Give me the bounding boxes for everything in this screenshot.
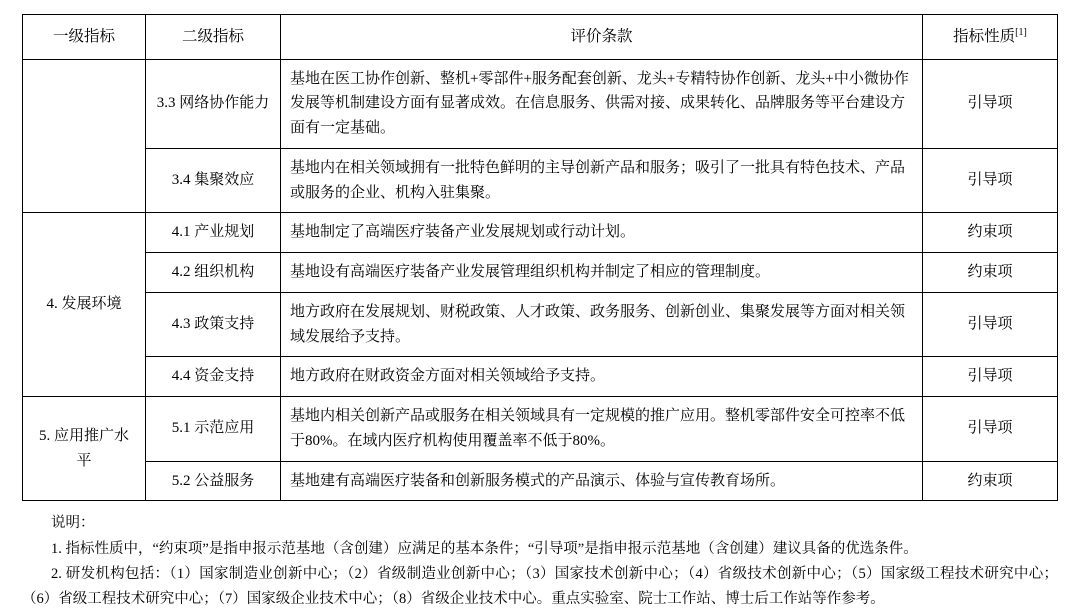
evaluation-criteria-table bbox=[22, 14, 1058, 501]
column-header-level1: 一级指标 bbox=[23, 15, 146, 60]
cell-level1: 5. 应用推广水平 bbox=[23, 397, 146, 501]
cell-property: 引导项 bbox=[923, 357, 1058, 397]
cell-property: 引导项 bbox=[923, 148, 1058, 213]
cell-clause: 基地制定了高端医疗装备产业发展规划或行动计划。 bbox=[281, 213, 923, 253]
footnote-item: 2. 研发机构包括：（1）国家制造业创新中心；（2）省级制造业创新中心；（3）国家技术创新中心；（4）省级技术创新中心；（5）国家级工程技术研究中心；（6）省级工程技术研究中心；（7）国家级企业技术中心；（8）省级企业技术中心。重点实验室、院士工作站、博士后工作站等作参考。 bbox=[22, 566, 1058, 608]
cell-level2: 5.2 公益服务 bbox=[146, 461, 281, 501]
cell-property: 约束项 bbox=[923, 461, 1058, 501]
table-row bbox=[23, 213, 1058, 253]
cell-level1: 4. 发展环境 bbox=[23, 213, 146, 397]
footnotes bbox=[22, 511, 1058, 613]
cell-level2: 4.1 产业规划 bbox=[146, 213, 281, 253]
cell-property: 引导项 bbox=[923, 59, 1058, 148]
table-row bbox=[23, 397, 1058, 462]
cell-property: 引导项 bbox=[923, 292, 1058, 357]
table-header-row bbox=[23, 15, 1058, 60]
cell-level2: 4.3 政策支持 bbox=[146, 292, 281, 357]
footnote-item: 1. 指标性质中，“约束项”是指申报示范基地（含创建）应满足的基本条件；“引导项”是指申报示范基地（含创建）建议具备的优选条件。 bbox=[51, 540, 918, 557]
cell-clause: 地方政府在财政资金方面对相关领域给予支持。 bbox=[281, 357, 923, 397]
column-header-level2: 二级指标 bbox=[146, 15, 281, 60]
cell-level2: 3.4 集聚效应 bbox=[146, 148, 281, 213]
footnotes-title: 说明： bbox=[51, 515, 95, 532]
table-header bbox=[23, 15, 1058, 60]
table-row bbox=[23, 59, 1058, 148]
table-row bbox=[23, 461, 1058, 501]
table-row bbox=[23, 148, 1058, 213]
cell-clause: 基地内相关创新产品或服务在相关领域具有一定规模的推广应用。整机零部件安全可控率不低于80%。在域内医疗机构使用覆盖率不低于80%。 bbox=[281, 397, 923, 462]
table-body bbox=[23, 59, 1058, 501]
cell-clause: 基地在医工协作创新、整机+零部件+服务配套创新、龙头+专精特协作创新、龙头+中小微协作发展等机制建设方面有显著成效。在信息服务、供需对接、成果转化、品牌服务等平台建设方面有一定基础。 bbox=[281, 59, 923, 148]
column-header-clause: 评价条款 bbox=[281, 15, 923, 60]
cell-level2: 5.1 示范应用 bbox=[146, 397, 281, 462]
cell-level2: 4.4 资金支持 bbox=[146, 357, 281, 397]
column-header-property bbox=[923, 15, 1058, 60]
cell-property: 引导项 bbox=[923, 397, 1058, 462]
table-row bbox=[23, 253, 1058, 293]
cell-clause: 基地内在相关领域拥有一批特色鲜明的主导创新产品和服务；吸引了一批具有特色技术、产品或服务的企业、机构入驻集聚。 bbox=[281, 148, 923, 213]
cell-level1 bbox=[23, 59, 146, 213]
table-row bbox=[23, 292, 1058, 357]
footnote-marker: [1] bbox=[1015, 26, 1027, 38]
column-header-property-text: 指标性质 bbox=[953, 28, 1016, 45]
cell-clause: 地方政府在发展规划、财税政策、人才政策、政务服务、创新创业、集聚发展等方面对相关领域发展给予支持。 bbox=[281, 292, 923, 357]
cell-property: 约束项 bbox=[923, 213, 1058, 253]
cell-clause: 基地设有高端医疗装备产业发展管理组织机构并制定了相应的管理制度。 bbox=[281, 253, 923, 293]
cell-property: 约束项 bbox=[923, 253, 1058, 293]
cell-level2: 3.3 网络协作能力 bbox=[146, 59, 281, 148]
cell-level2: 4.2 组织机构 bbox=[146, 253, 281, 293]
table-row bbox=[23, 357, 1058, 397]
cell-clause: 基地建有高端医疗装备和创新服务模式的产品演示、体验与宣传教育场所。 bbox=[281, 461, 923, 501]
